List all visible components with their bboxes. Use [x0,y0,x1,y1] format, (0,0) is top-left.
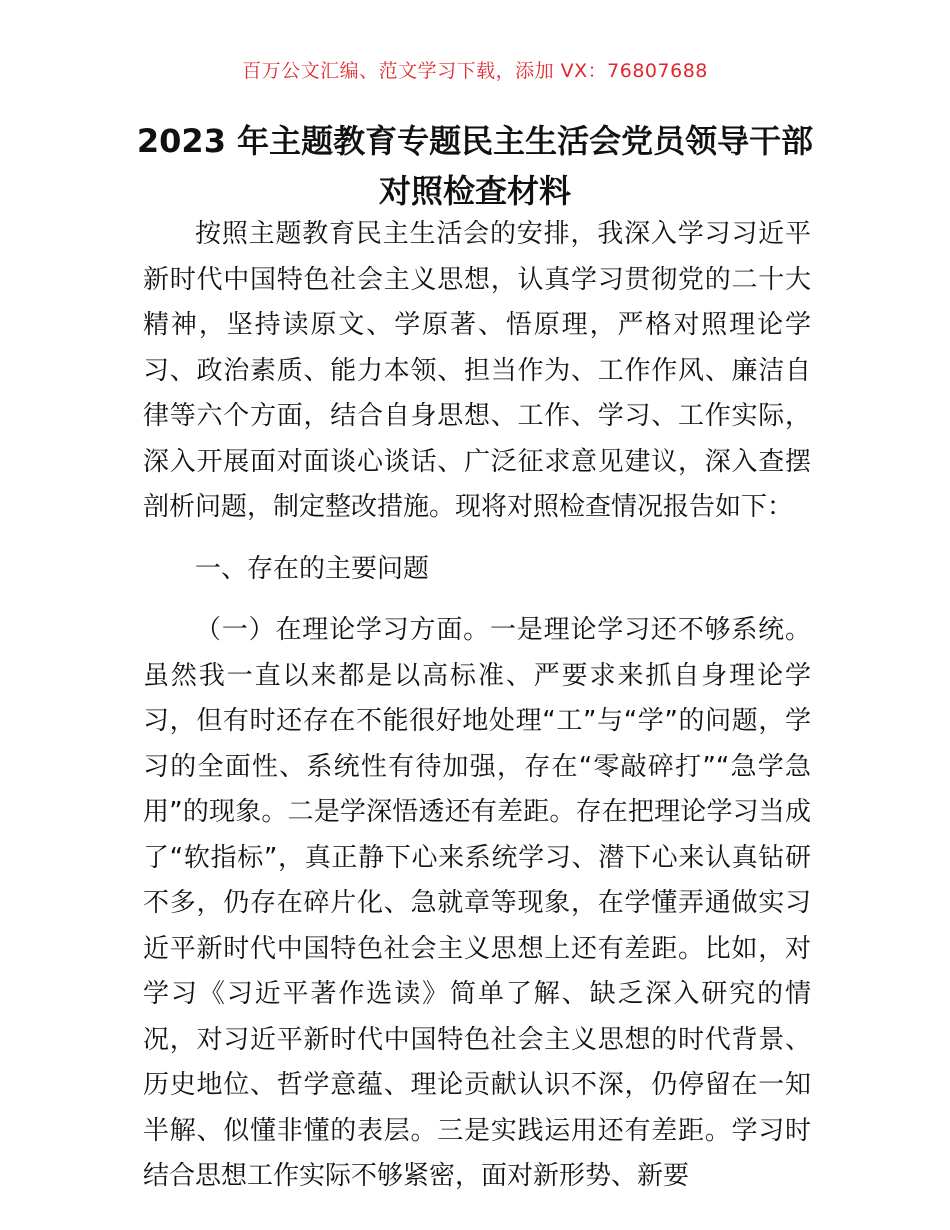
section-heading: 一、存在的主要问题 [195,553,430,584]
intro-paragraph: 按照主题教育民主生活会的安排，我深入学习习近平新时代中国特色社会主义思想，认真学习贯彻党的二十大精神，坚持读原文、学原著、悟原理，严格对照理论学习、政治素质、能力本领、担当作为、工作作风、廉洁自律等六个方面，结合自身思想、工作、学习、工作实际，深入开展面对面谈心谈话、广泛征求意见建议，深入查摆剖析问题，制定整改措施。现将对照检查情况报告如下： [143,219,811,522]
watermark-header: 百万公文汇编、范文学习下载，添加 VX：76807688 [242,60,708,82]
title-line-1: 2023 年主题教育专题民主生活会党员领导干部 [136,122,814,160]
document-body [143,212,811,1200]
title-line-2: 对照检查材料 [378,172,571,210]
document-title [60,116,890,216]
section-paragraph: （一）在理论学习方面。一是理论学习还不够系统。虽然我一直以来都是以高标准、严要求来抓自身理论学习，但有时还存在不能很好地处理“工”与“学”的问题，学习的全面性、系统性有待加强，存在“零敲碎打”“急学急用”的现象。二是学深悟透还有差距。存在把理论学习当成了“软指标”，真正静下心来系统学习、潜下心来认真钻研不多，仍存在碎片化、急就章等现象，在学懂弄通做实习近平新时代中国特色社会主义思想上还有差距。比如，对学习《习近平著作选读》简单了解、缺乏深入研究的情况，对习近平新时代中国特色社会主义思想的时代背景、历史地位、哲学意蕴、理论贡献认识不深，仍停留在一知半解、似懂非懂的表层。三是实践运用还有差距。学习时结合思想工作实际不够紧密，面对新形势、新要 [143,615,811,1191]
